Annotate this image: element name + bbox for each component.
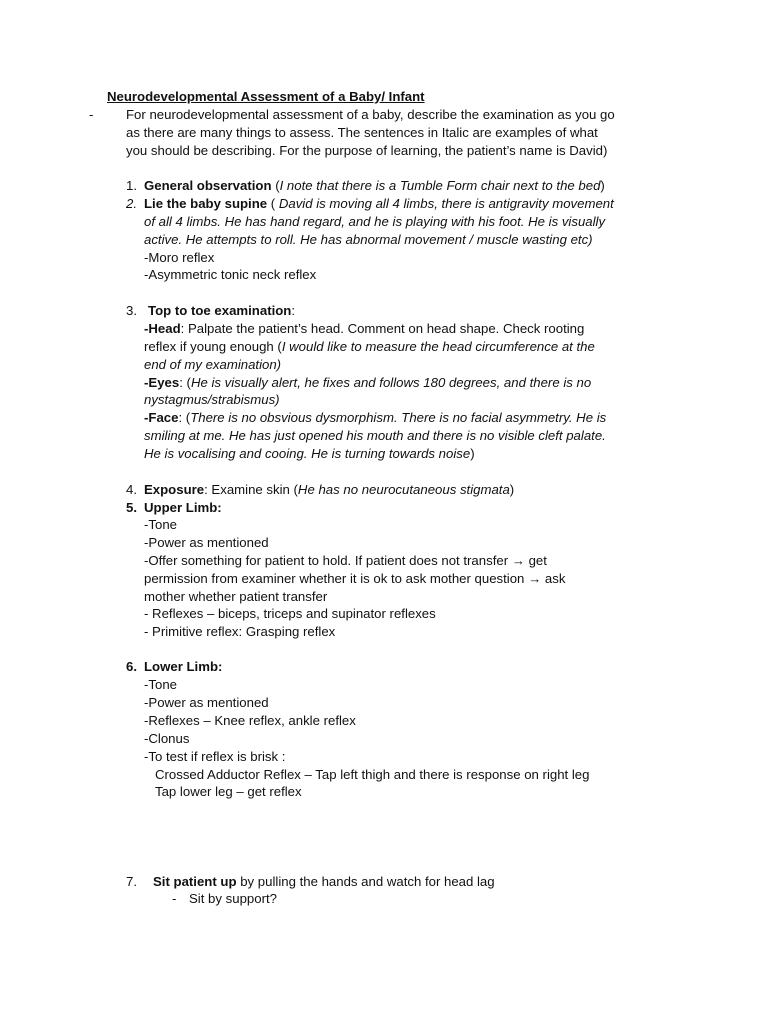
eyes-line-2: nystagmus/strabismus) — [144, 392, 280, 407]
lower-tone: -Tone — [144, 677, 177, 692]
section-1-line: General observation (I note that there is a Tumble Form chair next to the bed) — [144, 178, 605, 193]
intro-line-3: you should be describing. For the purpose of learning, the patient’s name is David) — [126, 143, 608, 158]
section-3-heading-line: Top to toe examination: — [148, 303, 296, 318]
section-7-line: Sit patient up by pulling the hands and watch for head lag — [153, 874, 495, 889]
section-2-atnr: -Asymmetric tonic neck reflex — [144, 267, 317, 282]
section-2-line-3: active. He attempts to roll. He has abnormal movement / muscle wasting etc) — [144, 232, 593, 247]
section-1-number: 1. — [126, 178, 137, 193]
intro-line-2: as there are many things to assess. The sentences in Italic are examples of what — [126, 125, 598, 140]
upper-reflexes: - Reflexes – biceps, triceps and supinator reflexes — [144, 606, 436, 621]
section-2-line-1: Lie the baby supine ( David is moving all 4 limbs, there is antigravity movement — [144, 196, 614, 211]
section-3-heading: Top to toe examination — [148, 303, 292, 318]
section-4-heading: Exposure — [144, 482, 205, 497]
arrow-right-icon: → — [511, 553, 525, 568]
face-line-3: He is vocalising and cooing. He is turning towards noise) — [144, 446, 475, 461]
arrow-right-icon: → — [528, 571, 542, 586]
upper-power: -Power as mentioned — [144, 535, 269, 550]
section-2-heading: Lie the baby supine — [144, 196, 268, 211]
upper-tone: -Tone — [144, 517, 177, 532]
section-6-heading: Lower Limb: — [144, 659, 223, 674]
head-line-1: -Head: Palpate the patient’s head. Comment on head shape. Check rooting — [144, 321, 585, 336]
section-3-number: 3. — [126, 303, 137, 318]
section-5-heading: Upper Limb: — [144, 500, 222, 515]
face-line-2: smiling at me. He has just opened his mouth and there is no visible cleft palate. — [144, 428, 606, 443]
section-7-number: 7. — [126, 874, 137, 889]
head-line-3: end of my examination) — [144, 357, 282, 372]
section-7-heading: Sit patient up — [153, 874, 237, 889]
section-7-sub-bullet: - — [172, 891, 177, 906]
lower-clonus: -Clonus — [144, 731, 190, 746]
section-4-number: 4. — [126, 482, 137, 497]
section-2-moro: -Moro reflex — [144, 250, 215, 265]
upper-permission-line: permission from examiner whether it is ok to ask mother question → ask — [144, 571, 566, 586]
section-5-number: 5. — [126, 500, 137, 515]
document-title: Neurodevelopmental Assessment of a Baby/ Infant — [107, 89, 425, 104]
section-2-number: 2. — [126, 196, 137, 211]
upper-mother-line: mother whether patient transfer — [144, 589, 328, 604]
lower-crossed-adductor: Crossed Adductor Reflex – Tap left thigh and there is response on right leg — [155, 767, 590, 782]
section-7-sit-support: Sit by support? — [189, 891, 277, 906]
section-2-line-2: of all 4 limbs. He has hand regard, and he is playing with his foot. He is visually — [144, 214, 606, 229]
intro-line-1: For neurodevelopmental assessment of a baby, describe the examination as you go — [126, 107, 615, 122]
upper-offer-line: -Offer something for patient to hold. If patient does not transfer → get — [144, 553, 547, 568]
lower-power: -Power as mentioned — [144, 695, 269, 710]
lower-brisk-test: -To test if reflex is brisk : — [144, 749, 286, 764]
head-line-2: reflex if young enough (I would like to measure the head circumference at the — [144, 339, 595, 354]
lower-tap-leg: Tap lower leg – get reflex — [155, 784, 302, 799]
section-6-number: 6. — [126, 659, 137, 674]
section-1-heading: General observation — [144, 178, 272, 193]
intro-bullet: - — [89, 107, 94, 122]
lower-reflexes: -Reflexes – Knee reflex, ankle reflex — [144, 713, 356, 728]
upper-primitive-reflex: - Primitive reflex: Grasping reflex — [144, 624, 336, 639]
face-line-1: -Face: (There is no obsvious dysmorphism. There is no facial asymmetry. He is — [144, 410, 607, 425]
eyes-line-1: -Eyes: (He is visually alert, he fixes and follows 180 degrees, and there is no — [144, 375, 592, 390]
section-4-line: Exposure: Examine skin (He has no neurocutaneous stigmata) — [144, 482, 515, 497]
